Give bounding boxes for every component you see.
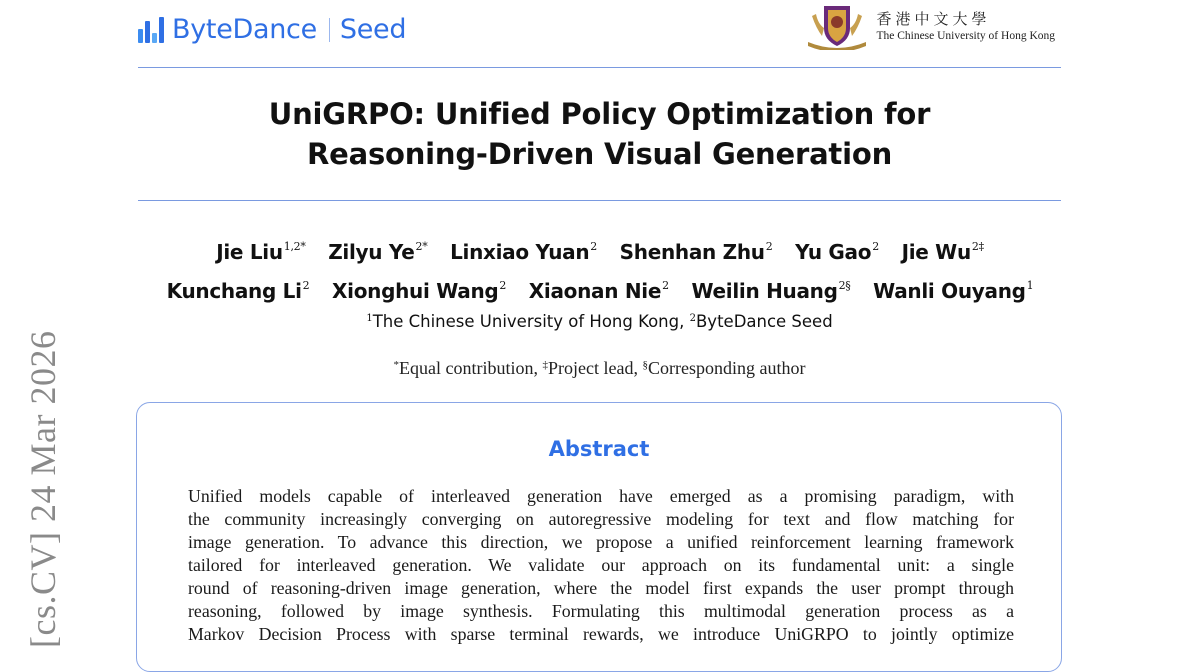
paper-header xyxy=(138,0,1061,66)
author-line-2 xyxy=(100,269,1100,308)
author: Weilin Huang$^{2\S}$ xyxy=(691,279,851,303)
bytedance-wordmark: ByteDance xyxy=(172,14,317,45)
bytedance-seed-logo xyxy=(138,14,406,45)
affiliations: $^1$The Chinese University of Hong Kong, $^2$ByteDance Seed xyxy=(366,312,833,331)
abstract-line: reasoning, followed by image synthesis. Formulating this multimodal generation process as a xyxy=(188,601,1014,621)
cuhk-logo xyxy=(806,2,1055,50)
abstract-line: Unified models capable of interleaved generation have emerged as a promising paradigm, with xyxy=(188,486,1014,506)
bytedance-bars-icon xyxy=(138,17,164,43)
author: Shenhan Zhu$^2$ xyxy=(619,240,773,264)
author: Wanli Ouyang$^1$ xyxy=(873,279,1034,303)
abstract-line: tailored for interleaved generation. We validate our approach on its fundamental unit: a single xyxy=(188,555,1014,575)
author: Jie $Wu^{2\ddagger}$ xyxy=(901,240,984,264)
title-line-1: UniGRPO: Unified Policy Optimization for xyxy=(268,97,931,131)
arxiv-identifier-stamp: [cs.CV] 24 Mar 2026 xyxy=(23,330,63,648)
logo-separator xyxy=(329,18,330,42)
seed-wordmark: Seed xyxy=(339,14,407,45)
author: Kunchang Li$^2$ xyxy=(166,279,310,303)
abstract-line: the community increasingly converging on autoregressive modeling for text and flow matching for xyxy=(188,509,1014,529)
author: Xionghui Wang$^2$ xyxy=(332,279,507,303)
contribution-notes: *Equal contribution, ‡Project lead, §Corresponding author xyxy=(393,358,806,378)
cuhk-chinese-name: 香港中文大學 xyxy=(876,10,991,28)
abstract-line: round of reasoning-driven image generation, where the model first expands the user prompt through xyxy=(188,578,1014,598)
author: Jie Liu$^{1,2*}$ xyxy=(216,240,306,264)
abstract-box xyxy=(136,402,1062,672)
header-rule xyxy=(138,67,1061,68)
cuhk-crest-icon xyxy=(806,2,868,50)
author-list xyxy=(100,230,1100,308)
abstract-line: image generation. To advance this direction, we propose a unified reinforcement learning framework xyxy=(188,532,1014,552)
author-line-1 xyxy=(100,230,1100,269)
abstract-line: Markov Decision Process with sparse terminal rewards, we introduce UniGRPO to jointly optimize xyxy=(188,624,1014,644)
title-line-2: Reasoning-Driven Visual Generation xyxy=(306,137,893,171)
author: Linxiao Yuan$^2$ xyxy=(450,240,597,264)
paper-title xyxy=(138,94,1061,174)
cuhk-english-name: The Chinese University of Hong Kong xyxy=(876,30,1055,42)
abstract-heading: Abstract xyxy=(548,437,650,461)
author: Zilyu $Ye^{2*}$ xyxy=(328,240,428,264)
author: Yu Gao$^2$ xyxy=(795,240,879,264)
title-rule xyxy=(138,200,1061,201)
abstract-body xyxy=(188,485,1014,646)
author: Xiaonan Nie$^2$ xyxy=(528,279,669,303)
